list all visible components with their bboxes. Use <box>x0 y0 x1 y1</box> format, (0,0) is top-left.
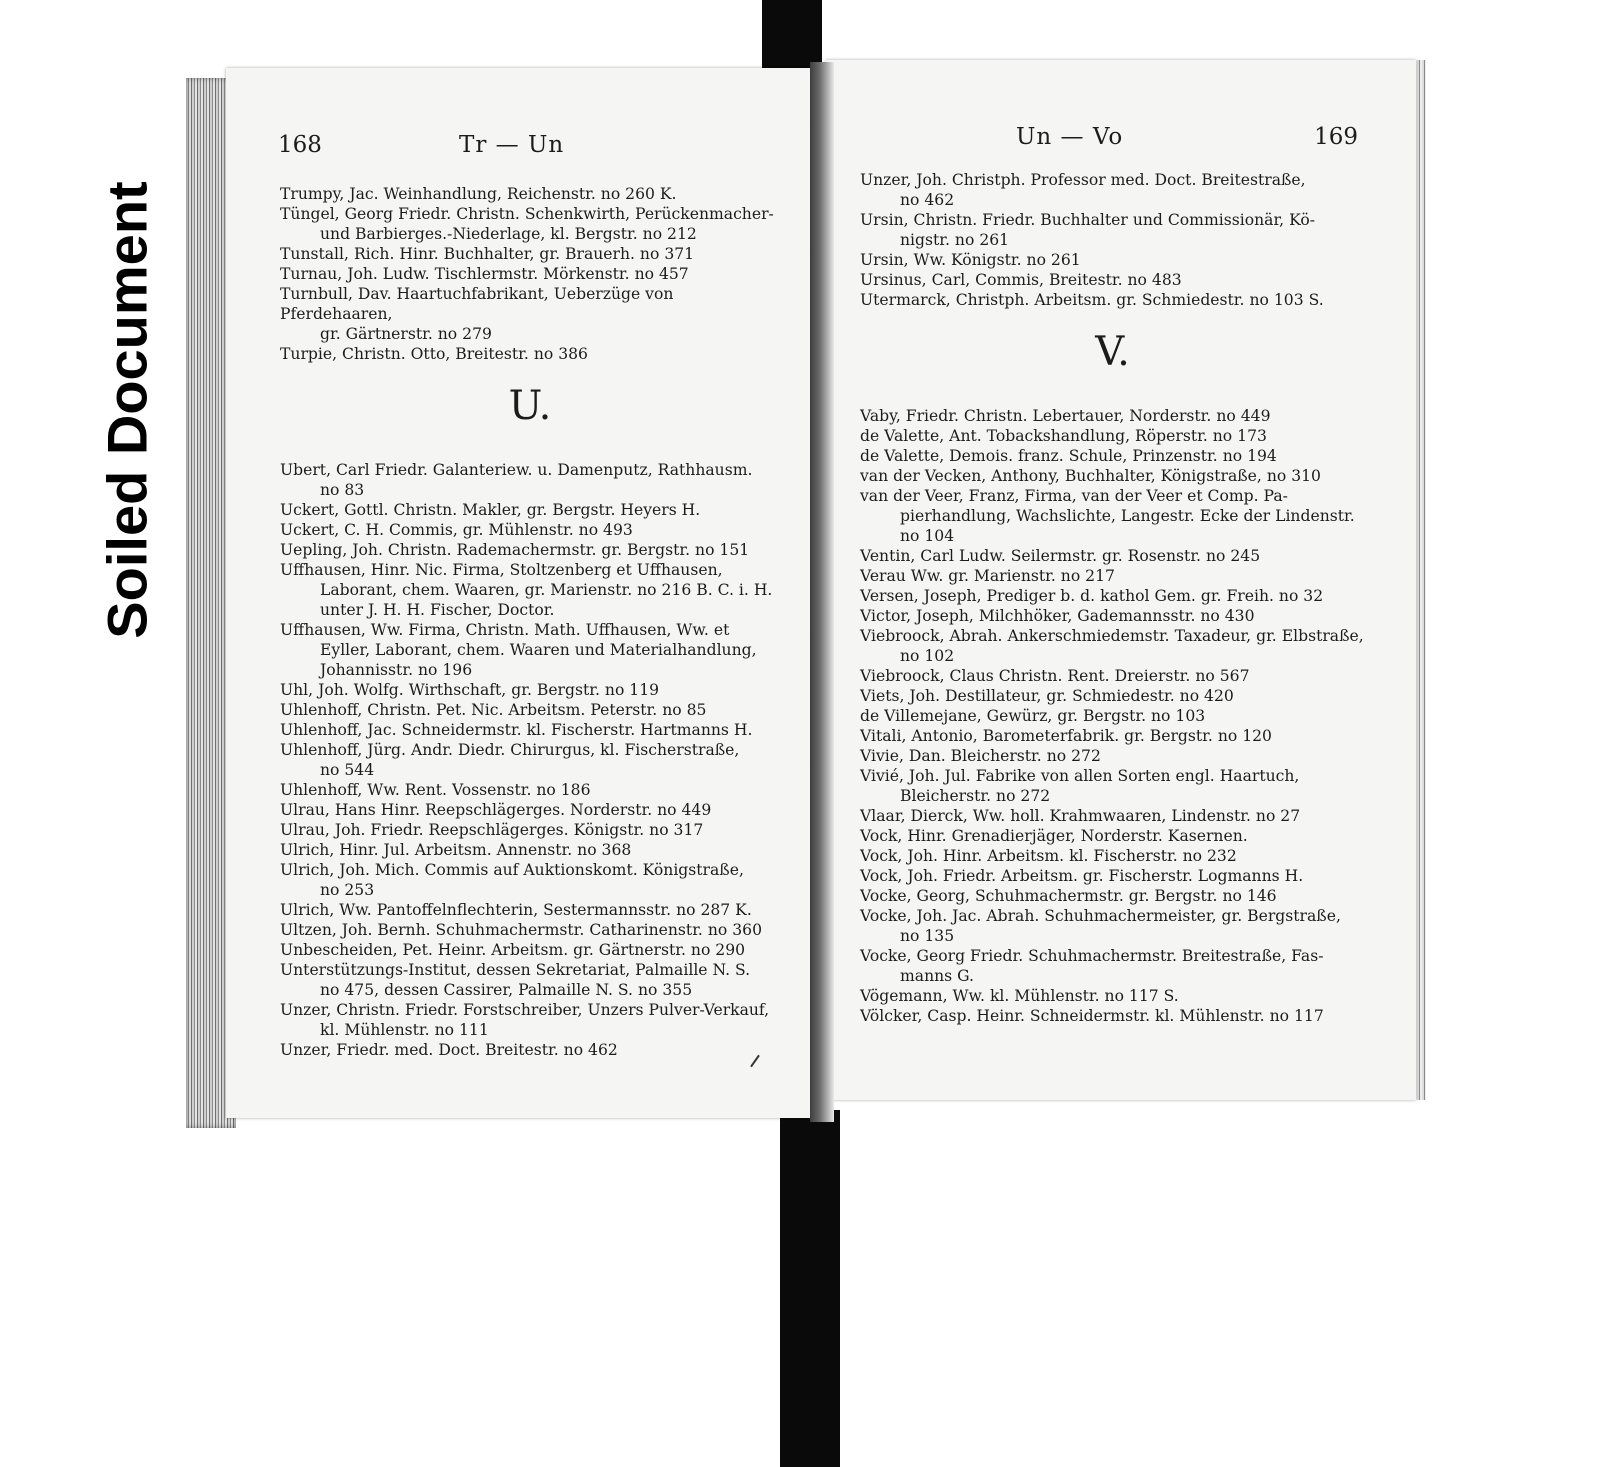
entry-line: de Valette, Ant. Tobackshandlung, Röperstr. no 173 <box>860 427 1267 445</box>
entry-line: Ursinus, Carl, Commis, Breitestr. no 483 <box>860 271 1182 289</box>
entry-line: Unzer, Friedr. med. Doct. Breitestr. no 462 <box>280 1041 618 1059</box>
binding-strip-bottom <box>780 1110 840 1467</box>
entry-line: Ubert, Carl Friedr. Galanteriew. u. Damenputz, Rathhausm. <box>280 461 753 479</box>
directory-entry <box>280 680 780 700</box>
directory-entry <box>280 740 780 780</box>
entry-line: Vivie, Dan. Bleicherstr. no 272 <box>860 747 1101 765</box>
entry-continuation: pierhandlung, Wachslichte, Langestr. Ecke der Lindenstr. no 104 <box>900 507 1355 545</box>
entry-line: Ulrich, Joh. Mich. Commis auf Auktionskomt. Königstraße, <box>280 861 744 879</box>
directory-entry <box>280 800 780 820</box>
directory-entry <box>860 866 1365 886</box>
entry-line: Vock, Joh. Hinr. Arbeitsm. kl. Fischerstr. no 232 <box>860 847 1237 865</box>
directory-entry <box>280 264 780 284</box>
directory-entry <box>860 946 1365 986</box>
directory-entry <box>860 826 1365 846</box>
directory-entry <box>860 170 1365 210</box>
directory-entry <box>280 1040 780 1060</box>
directory-entry <box>280 500 780 520</box>
entry-line: Ulrich, Ww. Pantoffelnflechterin, Sestermannsstr. no 287 K. <box>280 901 752 919</box>
directory-entry <box>280 520 780 540</box>
entry-line: Uhlenhoff, Christn. Pet. Nic. Arbeitsm. Peterstr. no 85 <box>280 701 707 719</box>
directory-entry <box>860 906 1365 946</box>
right-page <box>826 60 1416 1100</box>
directory-entry <box>860 210 1365 250</box>
entry-line: Vögemann, Ww. kl. Mühlenstr. no 117 S. <box>860 987 1179 1005</box>
entry-line: Turnau, Joh. Ludw. Tischlermstr. Mörkenstr. no 457 <box>280 265 689 283</box>
directory-entry <box>280 184 780 204</box>
directory-entry <box>860 746 1365 766</box>
left-entries-before <box>280 184 780 364</box>
entry-line: Vivié, Joh. Jul. Fabrike von allen Sorten engl. Haartuch, <box>860 767 1300 785</box>
directory-entry <box>280 940 780 960</box>
entry-line: Uhlenhoff, Ww. Rent. Vossenstr. no 186 <box>280 781 591 799</box>
directory-entry <box>280 284 780 344</box>
entry-line: Turnbull, Dav. Haartuchfabrikant, Ueberzüge von Pferdehaaren, <box>280 285 674 323</box>
entry-line: Ventin, Carl Ludw. Seilermstr. gr. Rosenstr. no 245 <box>860 547 1261 565</box>
entry-line: Unbescheiden, Pet. Heinr. Arbeitsm. gr. Gärtnerstr. no 290 <box>280 941 746 959</box>
directory-entry <box>280 820 780 840</box>
entry-line: Ulrich, Hinr. Jul. Arbeitsm. Annenstr. no 368 <box>280 841 632 859</box>
entry-line: van der Vecken, Anthony, Buchhalter, Königstraße, no 310 <box>860 467 1321 485</box>
directory-entry <box>860 586 1365 606</box>
directory-entry <box>280 920 780 940</box>
entry-continuation: Laborant, chem. Waaren, gr. Marienstr. no 216 B. C. i. H. unter J. H. H. Fischer, Doctor. <box>320 581 773 619</box>
directory-entry <box>860 666 1365 686</box>
right-entries-after <box>860 406 1365 1026</box>
entry-continuation: no 83 <box>320 481 365 499</box>
directory-entry <box>280 344 780 364</box>
entry-line: Unzer, Joh. Christph. Professor med. Doct. Breitestraße, <box>860 171 1306 189</box>
left-page <box>226 68 816 1118</box>
directory-entry <box>280 780 780 800</box>
directory-entry <box>860 426 1365 446</box>
entry-continuation: no 462 <box>900 191 955 209</box>
entry-line: Uhlenhoff, Jac. Schneidermstr. kl. Fischerstr. Hartmanns H. <box>280 721 753 739</box>
entry-line: Ursin, Ww. Königstr. no 261 <box>860 251 1081 269</box>
left-page-number: 168 <box>278 132 322 158</box>
entry-continuation: manns G. <box>900 967 974 985</box>
entry-line: Völcker, Casp. Heinr. Schneidermstr. kl. Mühlenstr. no 117 <box>860 1007 1324 1025</box>
entry-line: Ultzen, Joh. Bernh. Schuhmachermstr. Catharinenstr. no 360 <box>280 921 762 939</box>
directory-entry <box>280 1000 780 1040</box>
directory-entry <box>860 466 1365 486</box>
directory-entry <box>280 560 780 620</box>
entry-line: Vocke, Joh. Jac. Abrah. Schuhmachermeister, gr. Bergstraße, <box>860 907 1341 925</box>
entry-line: Uffhausen, Ww. Firma, Christn. Math. Uffhausen, Ww. et <box>280 621 730 639</box>
directory-entry <box>860 546 1365 566</box>
directory-entry <box>860 846 1365 866</box>
directory-entry <box>860 290 1365 310</box>
entry-line: Uhlenhoff, Jürg. Andr. Diedr. Chirurgus, kl. Fischerstraße, <box>280 741 740 759</box>
directory-entry <box>860 986 1365 1006</box>
directory-entry <box>860 250 1365 270</box>
entry-line: de Villemejane, Gewürz, gr. Bergstr. no 103 <box>860 707 1206 725</box>
directory-entry <box>860 446 1365 466</box>
directory-entry <box>280 900 780 920</box>
directory-entry <box>280 720 780 740</box>
directory-entry <box>860 706 1365 726</box>
entry-continuation: nigstr. no 261 <box>900 231 1010 249</box>
entry-line: Viets, Joh. Destillateur, gr. Schmiedestr. no 420 <box>860 687 1234 705</box>
entry-line: Uckert, C. H. Commis, gr. Mühlenstr. no 493 <box>280 521 633 539</box>
book-gutter <box>810 62 834 1122</box>
entry-line: Vlaar, Dierck, Ww. holl. Krahmwaaren, Lindenstr. no 27 <box>860 807 1301 825</box>
directory-entry <box>860 406 1365 426</box>
entry-continuation: und Barbierges.-Niederlage, kl. Bergstr. no 212 <box>320 225 697 243</box>
entry-line: van der Veer, Franz, Firma, van der Veer et Comp. Pa- <box>860 487 1288 505</box>
entry-line: Tüngel, Georg Friedr. Christn. Schenkwirth, Perückenmacher- <box>280 205 774 223</box>
entry-line: Viebroock, Claus Christn. Rent. Dreierstr. no 567 <box>860 667 1250 685</box>
entry-line: Ursin, Christn. Friedr. Buchhalter und Commissionär, Kö- <box>860 211 1315 229</box>
entry-continuation: no 475, dessen Cassirer, Palmaille N. S. no 355 <box>320 981 693 999</box>
right-entries-before <box>860 170 1365 310</box>
directory-entry <box>860 626 1365 666</box>
section-letter-v: V. <box>1095 329 1130 375</box>
entry-line: Uepling, Joh. Christn. Rademachermstr. gr. Bergstr. no 151 <box>280 541 750 559</box>
entry-line: Utermarck, Christph. Arbeitsm. gr. Schmiedestr. no 103 S. <box>860 291 1324 309</box>
entry-line: Unzer, Christn. Friedr. Forstschreiber, Unzers Pulver-Verkauf, <box>280 1001 770 1019</box>
directory-entry <box>860 806 1365 826</box>
entry-line: Uckert, Gottl. Christn. Makler, gr. Bergstr. Heyers H. <box>280 501 701 519</box>
directory-entry <box>860 726 1365 746</box>
directory-entry <box>280 860 780 900</box>
right-page-range: Un — Vo <box>1016 124 1124 150</box>
directory-entry <box>280 460 780 500</box>
right-entries <box>860 170 1365 1026</box>
directory-entry <box>860 1006 1365 1026</box>
directory-entry <box>280 540 780 560</box>
left-page-header <box>226 132 816 166</box>
directory-entry <box>860 686 1365 706</box>
entry-continuation: no 544 <box>320 761 375 779</box>
entry-line: Uffhausen, Hinr. Nic. Firma, Stoltzenberg et Uffhausen, <box>280 561 723 579</box>
entry-line: Vock, Joh. Friedr. Arbeitsm. gr. Fischerstr. Logmanns H. <box>860 867 1304 885</box>
entry-line: Verau Ww. gr. Marienstr. no 217 <box>860 567 1115 585</box>
entry-line: Ulrau, Joh. Friedr. Reepschlägerges. Königstr. no 317 <box>280 821 704 839</box>
entry-line: Victor, Joseph, Milchhöker, Gademannsstr. no 430 <box>860 607 1255 625</box>
directory-entry <box>860 766 1365 806</box>
right-page-number: 169 <box>1314 124 1358 150</box>
directory-entry <box>860 486 1365 546</box>
entry-line: Trumpy, Jac. Weinhandlung, Reichenstr. no 260 K. <box>280 185 677 203</box>
section-letter-u: U. <box>508 383 552 429</box>
directory-entry <box>860 566 1365 586</box>
entry-line: Vitali, Antonio, Barometerfabrik. gr. Bergstr. no 120 <box>860 727 1272 745</box>
entry-line: Vocke, Georg Friedr. Schuhmachermstr. Breitestraße, Fas- <box>860 947 1324 965</box>
stamp-label: Soiled Document <box>95 181 159 639</box>
open-book <box>186 60 1426 1130</box>
directory-entry <box>280 244 780 264</box>
entry-continuation: no 253 <box>320 881 375 899</box>
entry-line: Vaby, Friedr. Christn. Lebertauer, Norderstr. no 449 <box>860 407 1271 425</box>
entry-line: Vock, Hinr. Grenadierjäger, Norderstr. Kasernen. <box>860 827 1248 845</box>
entry-continuation: gr. Gärtnerstr. no 279 <box>320 325 492 343</box>
entry-continuation: no 102 <box>900 647 955 665</box>
directory-entry <box>280 840 780 860</box>
right-page-header <box>826 124 1416 158</box>
left-entries-after <box>280 460 780 1060</box>
directory-entry <box>280 620 780 680</box>
entry-continuation: no 135 <box>900 927 955 945</box>
directory-entry <box>860 270 1365 290</box>
entry-line: Tunstall, Rich. Hinr. Buchhalter, gr. Brauerh. no 371 <box>280 245 695 263</box>
entry-line: Vocke, Georg, Schuhmachermstr. gr. Bergstr. no 146 <box>860 887 1277 905</box>
directory-entry <box>280 204 780 244</box>
entry-continuation: Bleicherstr. no 272 <box>900 787 1051 805</box>
directory-entry <box>860 886 1365 906</box>
left-entries <box>280 184 780 1060</box>
entry-line: de Valette, Demois. franz. Schule, Prinzenstr. no 194 <box>860 447 1277 465</box>
entry-line: Unterstützungs-Institut, dessen Sekretariat, Palmaille N. S. <box>280 961 751 979</box>
entry-line: Turpie, Christn. Otto, Breitestr. no 386 <box>280 345 588 363</box>
directory-entry <box>280 960 780 1000</box>
soiled-document-stamp <box>92 160 162 660</box>
entry-line: Uhl, Joh. Wolfg. Wirthschaft, gr. Bergstr. no 119 <box>280 681 660 699</box>
entry-continuation: kl. Mühlenstr. no 111 <box>320 1021 489 1039</box>
entry-line: Versen, Joseph, Prediger b. d. kathol Gem. gr. Freih. no 32 <box>860 587 1324 605</box>
directory-entry <box>280 700 780 720</box>
entry-line: Ulrau, Hans Hinr. Reepschlägerges. Norderstr. no 449 <box>280 801 712 819</box>
directory-entry <box>860 606 1365 626</box>
entry-continuation: Eyller, Laborant, chem. Waaren und Materialhandlung, Johannisstr. no 196 <box>320 641 757 679</box>
left-page-range: Tr — Un <box>459 132 565 158</box>
entry-line: Viebroock, Abrah. Ankerschmiedemstr. Taxadeur, gr. Elbstraße, <box>860 627 1364 645</box>
